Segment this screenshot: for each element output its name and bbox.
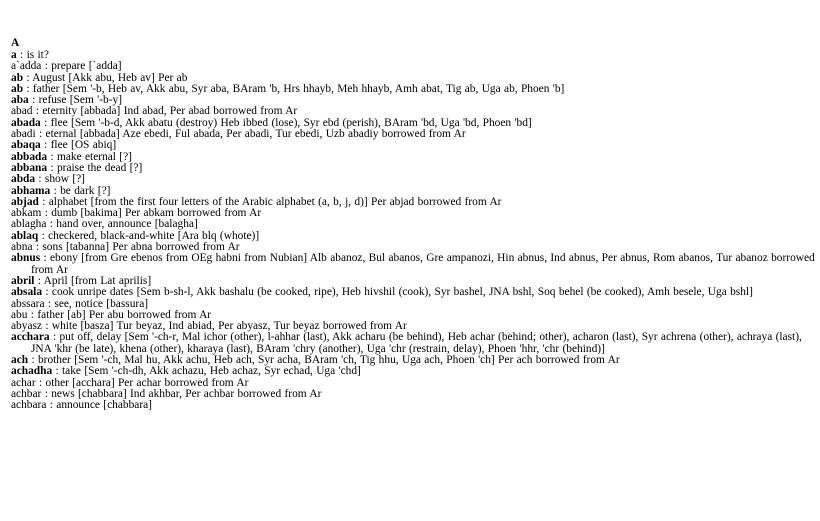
entry-definition: : flee [Sem '-b-d, Akk abatu (destroy) Heb ibbed (lose), Syr ebd (perish), BAram 'bd, Uga 'bd, Phoen 'bd]: [40, 116, 532, 129]
entry-headword: abssara: [11, 297, 45, 310]
entry-definition: : praise the dead [?]: [47, 161, 143, 174]
entry-headword: aba: [11, 94, 29, 107]
section-letter: A: [11, 37, 20, 49]
entry-headword: a`adda: [11, 60, 42, 73]
entry-headword: abda: [11, 173, 36, 186]
entry-definition: : sons [tabanna] Per abna borrowed from Ar: [32, 241, 240, 254]
dictionary-entry: [11, 84, 815, 95]
entry-definition: : hand over, announce [balagha]: [46, 218, 198, 231]
entry-headword: absala: [11, 286, 43, 299]
entry-headword: abhama: [11, 184, 51, 197]
entry-headword: abyasz: [11, 320, 42, 333]
entry-definition: : prepare [`adda]: [41, 60, 122, 73]
entry-headword: ach: [11, 354, 29, 367]
entry-definition: : refuse [Sem '-b-y]: [28, 94, 122, 107]
entry-definition: : take [Sem '-ch-dh, Akk achazu, Heb achaz, Syr echad, Uga 'chd]: [52, 365, 361, 378]
entry-headword: abbada: [11, 150, 48, 163]
entry-definition: : father [ab] Per abu borrowed from Ar: [27, 308, 212, 321]
entry-headword: abnus: [11, 252, 41, 265]
entry-headword: achbara: [11, 399, 47, 412]
entry-headword: ab: [11, 71, 24, 84]
dictionary-entry: [11, 174, 815, 185]
entry-definition: : see, notice [bassura]: [44, 297, 149, 310]
entry-definition: : eternal [abbada] Aze ebedi, Ful abada, Per abadi, Tur ebedi, Uzb abadiy borrowed from Ar: [35, 128, 466, 141]
entry-list: [11, 50, 815, 412]
entry-headword: abna: [11, 241, 33, 254]
entry-definition: : put off, delay [Sem '-ch-r, Mal ichor (other), l-ahhar (last), Akk acharu (be behind), Heb achar (behind; other), acharon (last), Syr achrena (other), achraya (last), JNA 'khr (be late), khena (other), kharaya (last), BAram 'chry (another), Uga 'chr (restrain, delay), Phoen 'hhr, 'chr (behind)]: [31, 331, 802, 355]
entry-definition: : white [basza] Tur beyaz, Ind abiad, Per abyasz, Tur beyaz borrowed from Ar: [42, 320, 407, 333]
entry-headword: abaqa: [11, 139, 41, 152]
entry-headword: achbar: [11, 387, 42, 400]
entry-headword: abad: [11, 105, 33, 118]
entry-definition: : make eternal [?]: [47, 150, 132, 163]
entry-headword: abjad: [11, 195, 39, 208]
entry-headword: ab: [11, 82, 24, 95]
entry-headword: abbana: [11, 161, 48, 174]
entry-headword: abadi: [11, 128, 36, 141]
dictionary-entry: [11, 129, 815, 140]
entry-headword: ablaq: [11, 229, 39, 242]
entry-headword: abril: [11, 274, 35, 287]
entry-headword: ablagha: [11, 218, 47, 231]
dictionary-entry: [11, 163, 815, 174]
entry-headword: acchara: [11, 331, 50, 344]
entry-definition: : cook unripe dates [Sem b-sh-l, Akk bashalu (be cooked, ripe), Heb hivshil (cook), Syr bashel, JNA bshl, Soq behel (be cooked), Amh besele, Uga bshl]: [42, 286, 753, 299]
entry-definition: : news [chabbara] Ind akhbar, Per achbar borrowed from Ar: [41, 387, 322, 400]
entry-definition: : April [from Lat aprilis]: [34, 274, 152, 287]
entry-definition: : other [acchara] Per achar borrowed from Ar: [35, 376, 249, 389]
entry-definition: : alphabet [from the first four letters of the Arabic alphabet (a, b, j, d)] Per abjad borrowed from Ar: [38, 195, 502, 208]
dictionary-entry: [11, 50, 815, 61]
entry-definition: : eternity [abbada] Ind abad, Per abad borrowed from Ar: [32, 105, 298, 118]
entry-definition: : brother [Sem '-ch, Mal hu, Akk achu, Heb ach, Syr acha, BAram 'ch, Tig hhu, Uga ach, Phoen 'ch] Per ach borrowed from Ar: [28, 354, 620, 367]
entry-definition: : checkered, black-and-white [Ara blq (whote)]: [38, 229, 260, 242]
entry-definition: : ebony [from Gre ebenos from OEg habni from Nubian] Alb abanoz, Bul abanos, Gre ampanozi, Hin abnus, Ind abnus, Per abnus, Rom abanos, Tur abanoz borrowed from Ar: [31, 252, 815, 276]
entry-definition: : August [Akk abu, Heb av] Per ab: [23, 71, 188, 84]
dictionary-entry: [11, 400, 815, 411]
entry-definition: : be dark [?]: [50, 184, 111, 197]
entry-headword: a: [11, 49, 17, 61]
entry-definition: : dumb [bakima] Per abkam borrowed from Ar: [41, 207, 262, 220]
entry-definition: : announce [chabbara]: [46, 399, 152, 412]
entry-definition: : show [?]: [35, 173, 85, 186]
dictionary-entry: [11, 332, 815, 355]
entry-definition: : is it?: [16, 49, 49, 61]
entry-headword: achadha: [11, 365, 53, 378]
entry-headword: abkam: [11, 207, 42, 220]
entry-headword: achar: [11, 376, 36, 389]
entry-definition: : father [Sem '-b, Heb av, Akk abu, Syr aba, BAram 'b, Hrs hhayb, Meh hhayb, Amh abat, Tig ab, Uga ab, Phoen 'b]: [23, 82, 565, 95]
entry-headword: abu: [11, 308, 28, 321]
dictionary-entry: [11, 253, 815, 276]
entry-definition: : flee [OS abiq]: [40, 139, 117, 152]
entry-headword: abada: [11, 116, 41, 129]
dictionary-entries: [11, 38, 815, 412]
